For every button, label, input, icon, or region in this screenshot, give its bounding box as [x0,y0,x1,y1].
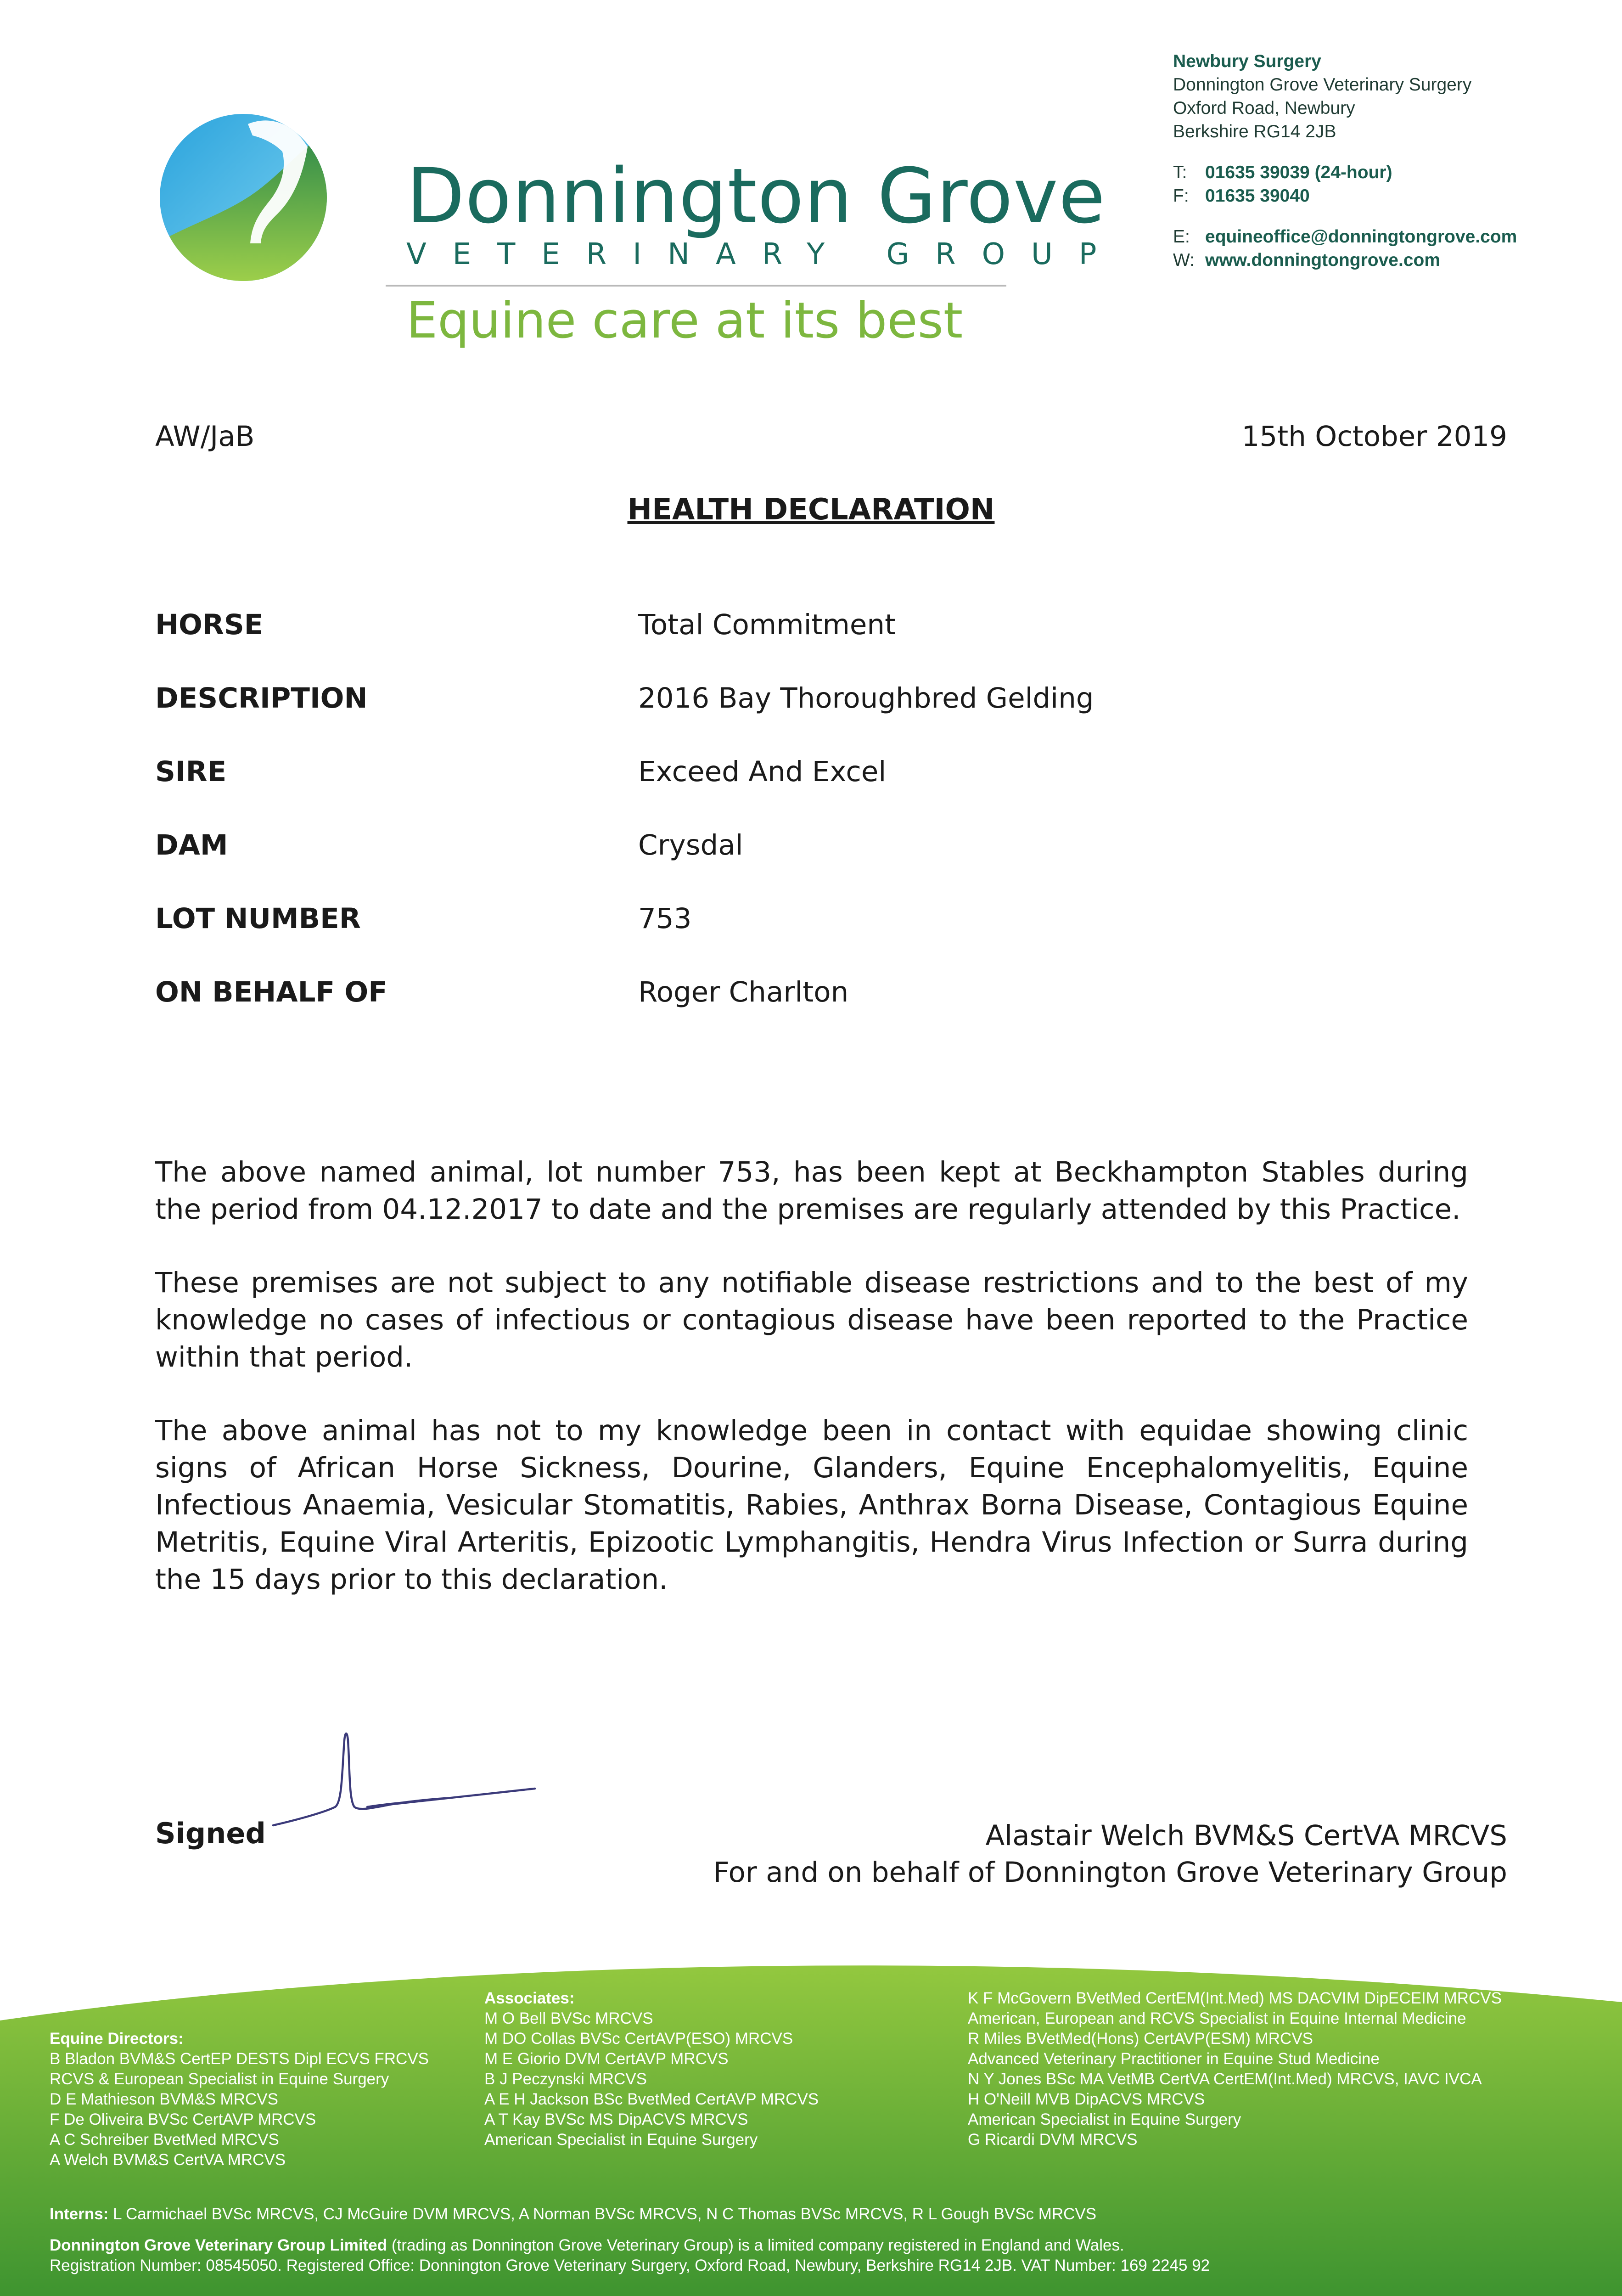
website-link[interactable]: www.donningtongrove.com [1205,250,1441,270]
footer-company [50,2235,1124,2256]
footer-interns [50,2204,1096,2224]
company-text: (trading as Donnington Grove Veterinary Group) is a limited company registered in England and Wales. [391,2236,1124,2254]
telephone-line [1173,161,1517,184]
associate-line: A E H Jackson BSc BvetMed CertAVP MRCVS [484,2090,819,2108]
field-label: DESCRIPTION [155,682,368,715]
director-line: B Bladon BVM&S CertEP DESTS Dipl ECVS FRCVS [50,2050,429,2068]
associate-line: A T Kay BVSc MS DipACVS MRCVS [484,2110,748,2128]
horse-head-circle-icon [156,106,331,285]
footer-associates [484,1988,819,2150]
field-label: HORSE [155,608,264,641]
signer-block [713,1818,1507,1891]
email-link[interactable]: equineoffice@donningtongrove.com [1205,227,1517,247]
field-value: 2016 Bay Thoroughbred Gelding [638,682,1094,715]
associate-line: H O'Neill MVB DipACVS MRCVS [968,2090,1205,2108]
associate-line: B J Peczynski MRCVS [484,2070,647,2088]
associate-line: American Specialist in Equine Surgery [968,2110,1241,2128]
address-line: Oxford Road, Newbury [1173,98,1355,118]
footer-associates-continued [968,1988,1502,2150]
handwritten-signature [266,1713,542,1851]
field-label: ON BEHALF OF [155,976,387,1008]
email-line [1173,225,1517,248]
associate-line: M O Bell BVSc MRCVS [484,2009,653,2027]
field-label: DAM [155,829,228,861]
email-label: E: [1173,227,1190,247]
associate-line: N Y Jones BSc MA VetMB CertVA CertEM(Int.Med) MRCVS, IAVC IVCA [968,2070,1482,2088]
field-value: Total Commitment [638,608,896,641]
directors-heading: Equine Directors: [50,2030,184,2048]
field-label: LOT NUMBER [155,902,361,935]
associate-line: American, European and RCVS Specialist in Equine Internal Medicine [968,2009,1466,2027]
signed-label: Signed [155,1817,266,1850]
web-line [1173,248,1517,272]
interns-list: L Carmichael BVSc MRCVS, CJ McGuire DVM MRCVS, A Norman BVSc MRCVS, N C Thomas BVSc MRCVS, R L Gough BVSc MRCVS [113,2205,1097,2223]
address-line: Donnington Grove Veterinary Surgery [1173,75,1472,95]
associate-line: K F McGovern BVetMed CertEM(Int.Med) MS DACVIM DipECEIM MRCVS [968,1989,1502,2007]
letter-date: 15th October 2019 [1241,420,1507,453]
body-paragraph: These premises are not subject to any notifiable disease restrictions and to the best of my knowledge no cases of infectious or contagious disease have been reported to the Practice within that period. [155,1266,1468,1373]
associate-line: G Ricardi DVM MRCVS [968,2131,1138,2149]
signer-role: For and on behalf of Donnington Grove Veterinary Group [713,1856,1507,1889]
company-name: Donnington Grove Veterinary Group Limited [50,2236,387,2254]
fax-label: F: [1173,186,1189,206]
body-paragraph: The above animal has not to my knowledge been in contact with equidae showing clinic signs of African Horse Sickness, Dourine, Glanders, Equine Encephalomyelitis, Equine Infectious Anaemia, Vesicular Stomatitis, Rabies, Anthrax Borna Disease, Contagious Equine Metritis, Equine Viral Arteritis, Epizootic Lymphangitis, Hendra Virus Infection or Surra during the 15 days prior to this declaration. [155,1414,1468,1596]
director-line: RCVS & European Specialist in Equine Surgery [50,2070,389,2088]
associates-heading: Associates: [484,1989,575,2007]
brand-subtitle: VETERINARY GROUP [406,237,1123,271]
associate-line: American Specialist in Equine Surgery [484,2131,758,2149]
body-paragraph: The above named animal, lot number 753, has been kept at Beckhampton Stables during the period from 04.12.2017 to date and the premises are regularly attended by this Practice. [155,1156,1468,1226]
fax-line [1173,184,1517,208]
associate-line: M E Giorio DVM CertAVP MRCVS [484,2050,729,2068]
telephone-value: 01635 39039 (24-hour) [1205,163,1392,182]
declaration-body [155,1154,1468,1634]
signer-name: Alastair Welch BVM&S CertVA MRCVS [985,1819,1507,1852]
letter-reference: AW/JaB [155,420,255,453]
brand-name: Donnington Grove [406,152,1106,240]
field-value: Roger Charlton [638,976,849,1008]
interns-heading: Interns: [50,2205,109,2223]
footer-directors [50,2029,429,2170]
telephone-label: T: [1173,163,1187,182]
field-value: Crysdal [638,829,743,861]
address-line: Berkshire RG14 2JB [1173,122,1336,141]
surgery-name: Newbury Surgery [1173,51,1321,71]
page-title: HEALTH DECLARATION [627,493,995,527]
brand-divider [386,285,1006,287]
director-line: F De Oliveira BVSc CertAVP MRCVS [50,2110,316,2128]
web-label: W: [1173,250,1195,270]
director-line: D E Mathieson BVM&S MRCVS [50,2090,278,2108]
director-line: A Welch BVM&S CertVA MRCVS [50,2151,286,2169]
associate-line: Advanced Veterinary Practitioner in Equine Stud Medicine [968,2050,1380,2068]
field-label: SIRE [155,755,227,788]
associate-line: M DO Collas BVSc CertAVP(ESO) MRCVS [484,2030,793,2048]
director-line: A C Schreiber BvetMed MRCVS [50,2131,279,2149]
brand-tagline: Equine care at its best [406,292,963,349]
contact-block [1173,50,1517,272]
field-value: 753 [638,902,692,935]
field-value: Exceed And Excel [638,755,887,788]
associate-line: R Miles BVetMed(Hons) CertAVP(ESM) MRCVS [968,2030,1313,2048]
fax-value: 01635 39040 [1205,186,1310,206]
footer-registration: Registration Number: 08545050. Registered Office: Donnington Grove Veterinary Surgery, Oxford Road, Newbury, Berkshire RG14 2JB. VAT Number: 169 2245 92 [50,2257,1210,2274]
